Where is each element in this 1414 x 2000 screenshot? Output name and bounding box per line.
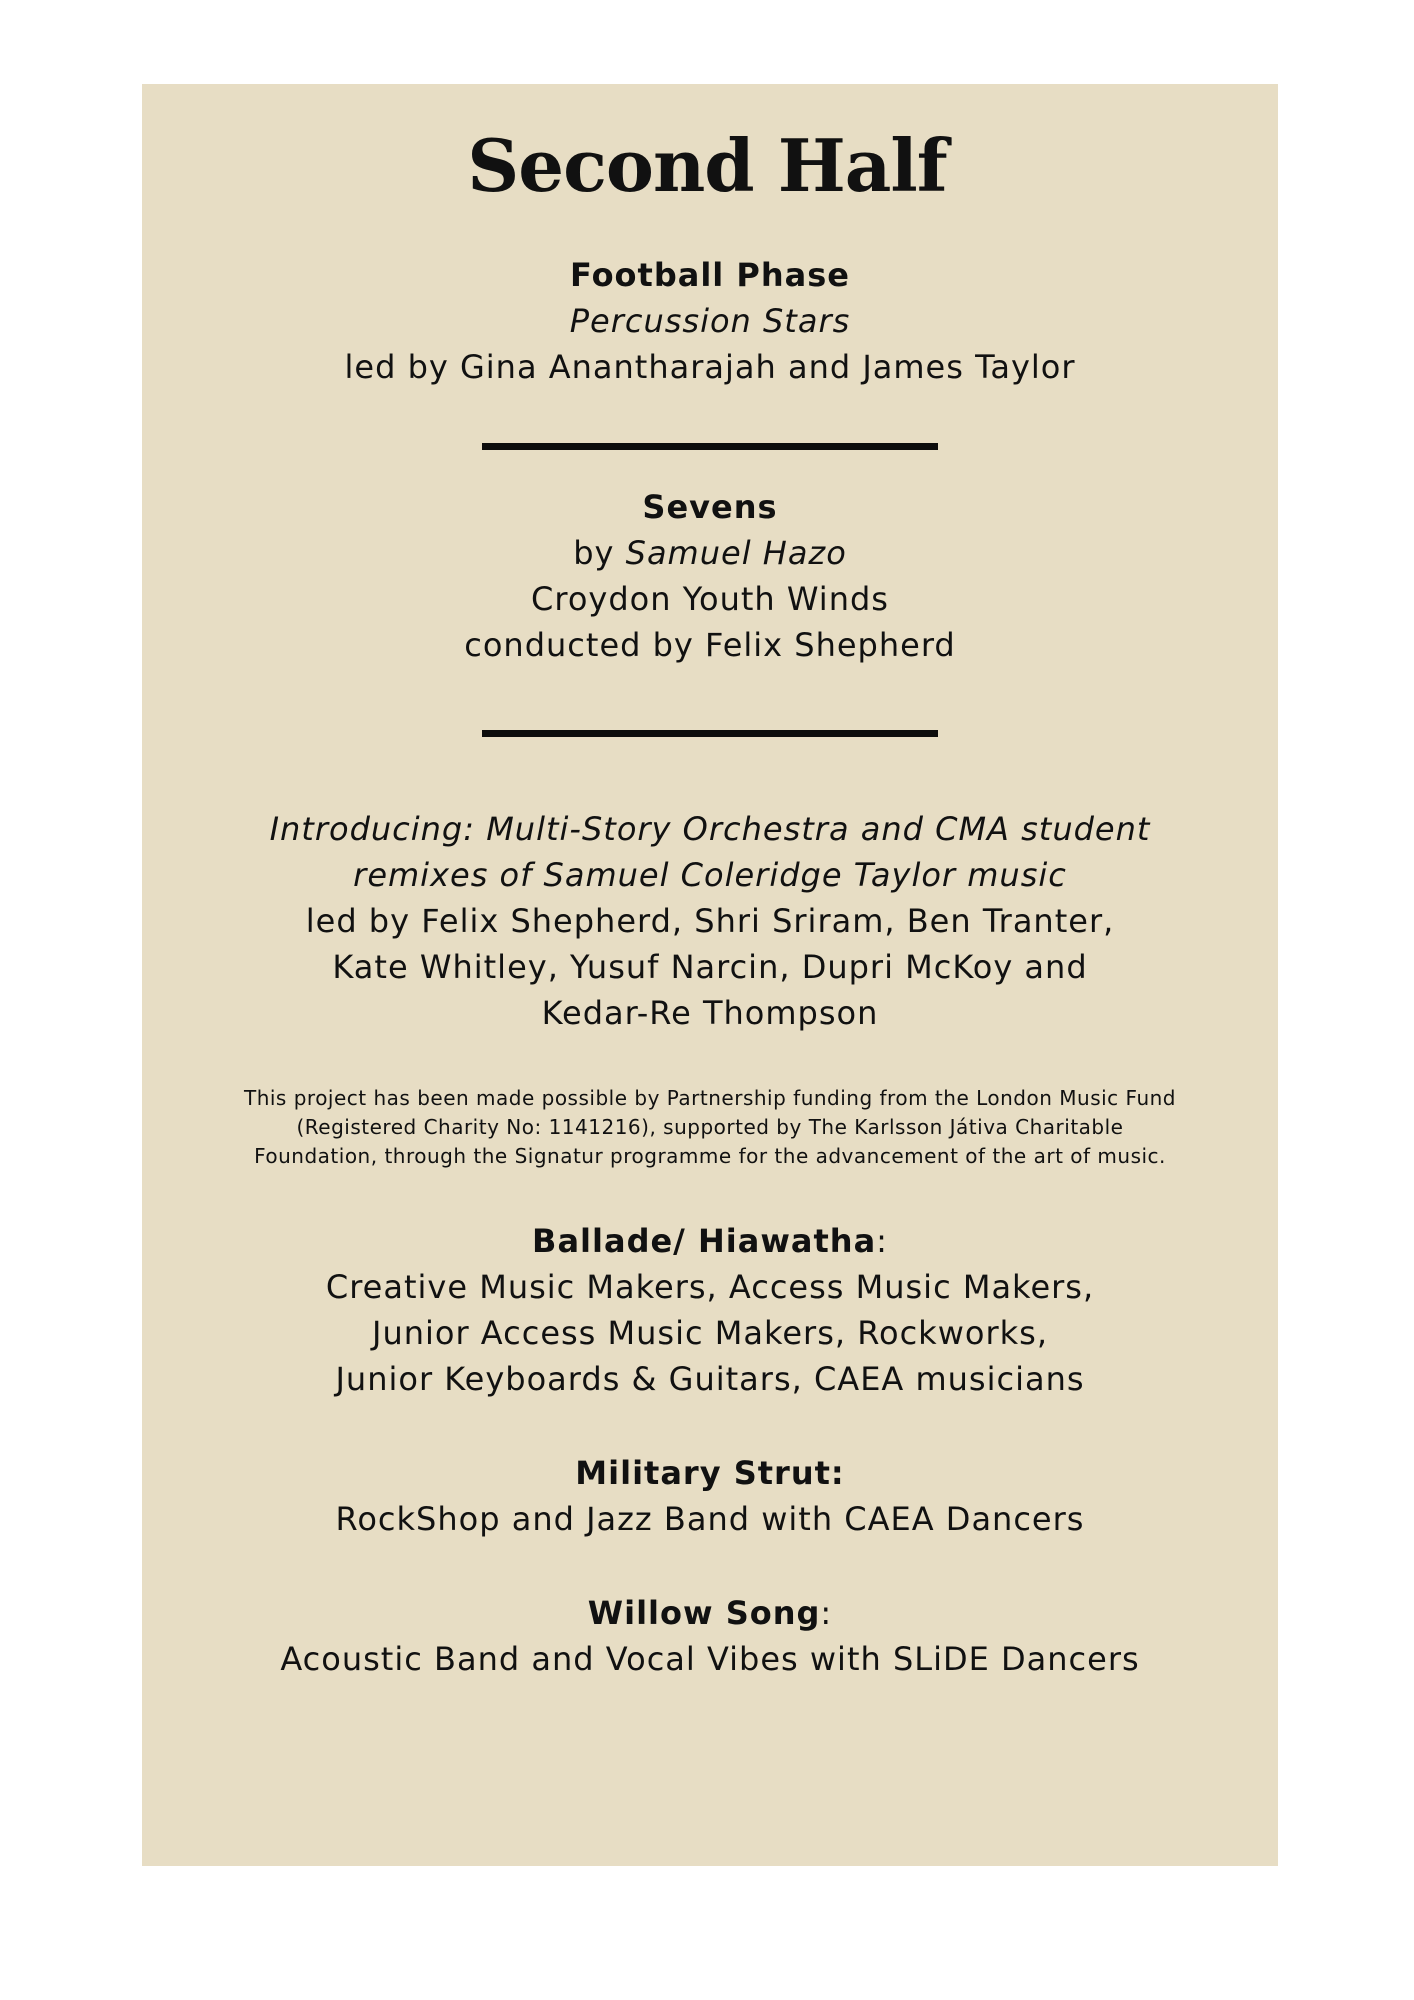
divider-1 bbox=[482, 443, 938, 450]
item-conductor: conducted by Felix Shepherd bbox=[464, 626, 956, 664]
item-performer: Percussion Stars bbox=[569, 302, 851, 340]
item-title-line-2: remixes of Samuel Coleridge Taylor music bbox=[353, 856, 1067, 894]
item-football-phase bbox=[142, 252, 1278, 390]
item-performers: RockShop and Jazz Band with CAEA Dancers bbox=[335, 1500, 1085, 1538]
item-composer-line bbox=[142, 530, 1278, 576]
item-leader: led by Gina Anantharajah and James Taylor bbox=[344, 348, 1076, 386]
funding-line-3: Foundation, through the Signatur programme for the advancement of the art of music. bbox=[254, 1144, 1166, 1168]
item-heading: Football Phase bbox=[570, 256, 850, 294]
item-title-line-1: Introducing: Multi-Story Orchestra and CMA student bbox=[269, 810, 1151, 848]
item-heading: Sevens bbox=[642, 488, 778, 526]
funding-note bbox=[142, 1084, 1278, 1171]
item-heading: Willow Song bbox=[587, 1594, 821, 1632]
page-title: Second Half bbox=[467, 123, 947, 208]
heading-colon: : bbox=[876, 1222, 888, 1260]
item-performers-line-3: Junior Keyboards & Guitars, CAEA musicians bbox=[335, 1360, 1085, 1398]
item-heading-line bbox=[142, 1590, 1278, 1636]
item-performers-line-1: Creative Music Makers, Access Music Makers, bbox=[325, 1268, 1095, 1306]
item-willow-song bbox=[142, 1590, 1278, 1682]
item-composer: Samuel Hazo bbox=[625, 534, 847, 572]
item-leaders-line-1: led by Felix Shepherd, Shri Sriram, Ben Tranter, bbox=[305, 902, 1115, 940]
item-leaders-line-2: Kate Whitley, Yusuf Narcin, Dupri McKoy and bbox=[332, 948, 1088, 986]
item-ballade-hiawatha bbox=[142, 1218, 1278, 1402]
item-introducing bbox=[142, 806, 1278, 1036]
divider-2 bbox=[482, 730, 938, 737]
item-sevens bbox=[142, 484, 1278, 668]
by-prefix: by bbox=[573, 534, 626, 572]
item-performers: Acoustic Band and Vocal Vibes with SLiDE Dancers bbox=[280, 1640, 1140, 1678]
item-heading-line bbox=[142, 1218, 1278, 1264]
item-heading: Military Strut: bbox=[575, 1454, 845, 1492]
heading-colon: : bbox=[820, 1594, 833, 1632]
funding-line-1: This project has been made possible by Partnership funding from the London Music Fund bbox=[243, 1086, 1176, 1110]
item-ensemble: Croydon Youth Winds bbox=[531, 580, 889, 618]
item-military-strut bbox=[142, 1450, 1278, 1542]
funding-line-2: (Registered Charity No: 1141216), supported by The Karlsson Játiva Charitable bbox=[296, 1115, 1124, 1139]
item-leaders-line-3: Kedar-Re Thompson bbox=[541, 994, 879, 1032]
item-performers-line-2: Junior Access Music Makers, Rockworks, bbox=[372, 1314, 1048, 1352]
item-heading: Ballade/ Hiawatha bbox=[532, 1222, 877, 1260]
